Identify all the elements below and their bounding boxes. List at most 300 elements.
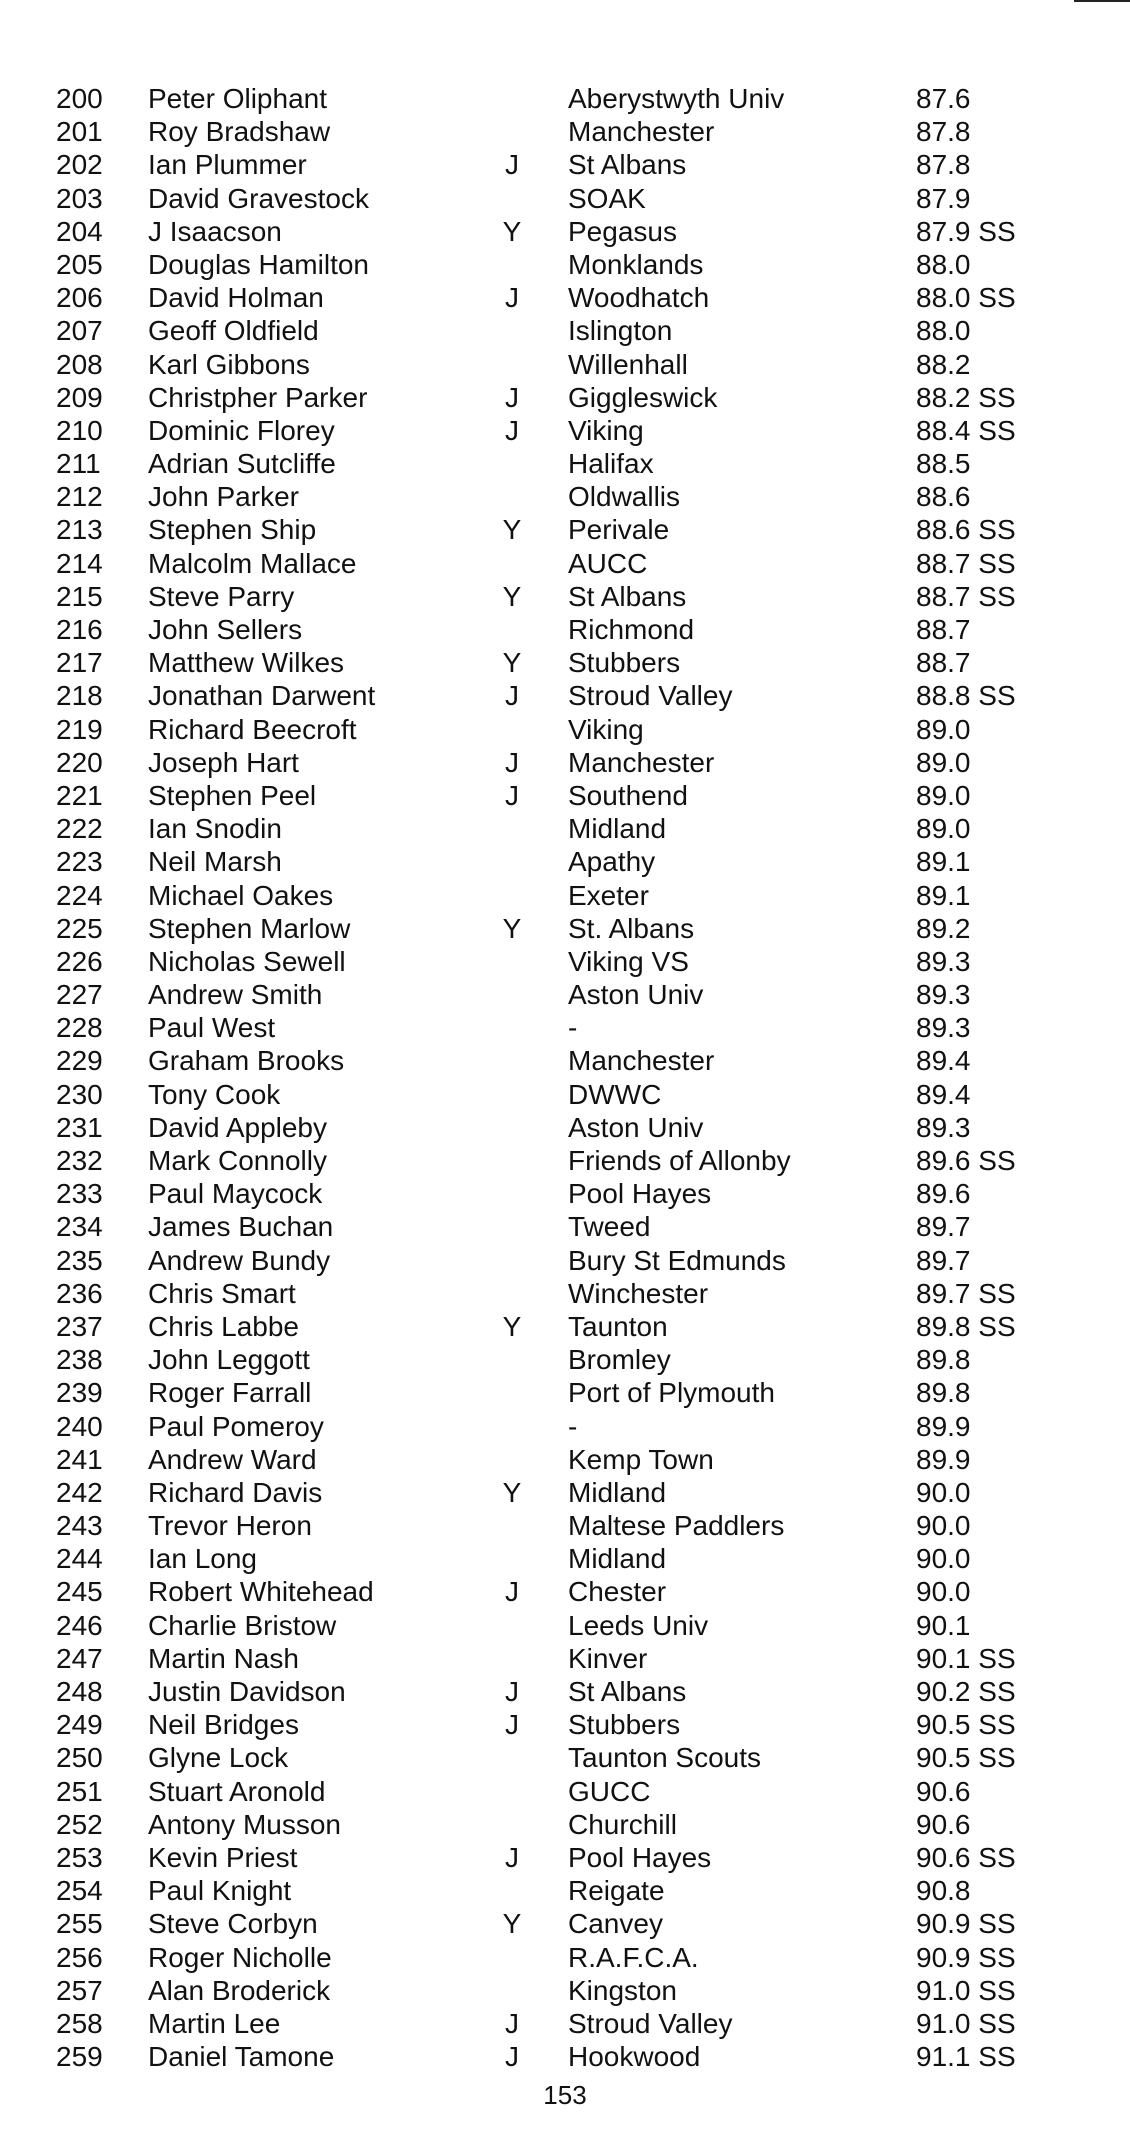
competitor-name: David Appleby <box>148 1111 328 1143</box>
competitor-name: Karl Gibbons <box>148 348 310 380</box>
competitor-name: James Buchan <box>148 1211 334 1243</box>
position-number: 258 <box>56 2007 103 2039</box>
result-time: 89.0 <box>916 746 971 778</box>
position-number: 201 <box>56 116 103 148</box>
result-row <box>56 1841 1066 1874</box>
competitor-name: Ian Plummer <box>148 149 307 181</box>
result-time: 89.4 <box>916 1078 971 1110</box>
competitor-name: Peter Oliphant <box>148 83 327 114</box>
position-number: 239 <box>56 1377 103 1409</box>
position-number: 247 <box>56 1642 103 1674</box>
club-name: St Albans <box>568 149 687 181</box>
result-row <box>56 1741 1066 1774</box>
result-time: 89.8 <box>916 1344 971 1376</box>
result-row <box>56 879 1066 912</box>
result-time: 89.0 <box>916 813 971 845</box>
competitor-name: Chris Smart <box>148 1277 296 1309</box>
result-time: 88.8 SS <box>916 680 1016 712</box>
competitor-name: Geoff Oldfield <box>148 315 319 347</box>
competitor-name: Richard Beecroft <box>148 713 357 745</box>
competitor-name: Joseph Hart <box>148 746 299 778</box>
club-name: Canvey <box>568 1908 663 1940</box>
competitor-name: Paul Pomeroy <box>148 1410 324 1442</box>
result-row <box>56 1011 1066 1044</box>
position-number: 232 <box>56 1145 103 1176</box>
result-time: 87.9 <box>916 182 971 214</box>
result-time: 89.3 <box>916 945 971 977</box>
club-name: Manchester <box>568 746 715 778</box>
result-time: 88.6 SS <box>916 514 1016 546</box>
result-row <box>56 447 1066 480</box>
club-name: Kingston <box>568 1974 677 2006</box>
result-row <box>56 115 1066 148</box>
competitor-name: Robert Whitehead <box>148 1576 374 1608</box>
club-name: Stubbers <box>568 1709 681 1741</box>
result-time: 89.7 <box>916 1211 971 1243</box>
result-row <box>56 613 1066 646</box>
age-category: J <box>505 1676 519 1707</box>
result-row <box>56 679 1066 712</box>
age-category: J <box>505 149 519 181</box>
competitor-name: Alan Broderick <box>148 1974 331 2006</box>
result-time: 87.9 SS <box>916 215 1016 247</box>
result-row <box>56 1509 1066 1542</box>
competitor-name: Ian Snodin <box>148 813 282 845</box>
club-name: Port of Plymouth <box>568 1377 775 1409</box>
position-number: 207 <box>56 315 103 347</box>
result-row <box>56 314 1066 347</box>
competitor-name: Stuart Aronold <box>148 1775 326 1807</box>
club-name: Winchester <box>568 1277 709 1309</box>
results-list <box>56 82 1066 2073</box>
competitor-name: Paul West <box>148 1012 276 1044</box>
result-row <box>56 1443 1066 1476</box>
result-time: 88.7 <box>916 614 971 645</box>
competitor-name: Andrew Bundy <box>148 1244 331 1276</box>
club-name: - <box>568 1012 578 1044</box>
position-number: 237 <box>56 1310 103 1342</box>
club-name: Tweed <box>568 1211 651 1243</box>
competitor-name: Douglas Hamilton <box>148 248 369 280</box>
result-row <box>56 148 1066 181</box>
club-name: St Albans <box>568 580 687 612</box>
position-number: 223 <box>56 846 103 878</box>
club-name: Taunton Scouts <box>568 1742 762 1774</box>
club-name: Chester <box>568 1576 667 1608</box>
competitor-name: Tony Cook <box>148 1078 281 1110</box>
competitor-name: Christpher Parker <box>148 381 368 413</box>
position-number: 255 <box>56 1908 103 1940</box>
result-time: 89.4 <box>916 1045 971 1077</box>
club-name: Churchill <box>568 1808 677 1840</box>
competitor-name: Paul Knight <box>148 1875 292 1907</box>
result-row <box>56 845 1066 878</box>
club-name: Aston Univ <box>568 1111 704 1143</box>
result-time: 87.6 <box>916 83 971 114</box>
result-time: 88.5 <box>916 448 971 480</box>
age-category: Y <box>502 1310 522 1342</box>
result-row <box>56 82 1066 115</box>
age-category: J <box>505 1576 519 1608</box>
age-category: Y <box>502 215 522 247</box>
position-number: 233 <box>56 1178 103 1210</box>
result-row <box>56 1144 1066 1177</box>
result-row <box>56 1078 1066 1111</box>
result-row <box>56 513 1066 546</box>
position-number: 236 <box>56 1277 103 1309</box>
position-number: 206 <box>56 282 103 314</box>
club-name: Bury St Edmunds <box>568 1244 786 1276</box>
competitor-name: John Leggott <box>148 1344 310 1376</box>
age-category: J <box>505 381 519 413</box>
competitor-name: John Parker <box>148 481 299 513</box>
result-time: 90.2 SS <box>916 1676 1016 1707</box>
result-time: 89.3 <box>916 979 971 1011</box>
result-row <box>56 1376 1066 1409</box>
position-number: 215 <box>56 580 103 612</box>
result-row <box>56 1244 1066 1277</box>
club-name: Viking <box>568 414 644 446</box>
result-time: 89.1 <box>916 879 971 911</box>
result-row <box>56 646 1066 679</box>
result-time: 90.0 <box>916 1510 971 1542</box>
result-time: 89.0 <box>916 713 971 745</box>
club-name: Viking <box>568 713 644 745</box>
club-name: Kinver <box>568 1642 648 1674</box>
competitor-name: David Gravestock <box>148 182 369 214</box>
result-time: 90.6 SS <box>916 1841 1016 1873</box>
club-name: Halifax <box>568 448 654 480</box>
club-name: Pegasus <box>568 215 677 247</box>
competitor-name: Roger Farrall <box>148 1377 312 1409</box>
club-name: Richmond <box>568 614 695 645</box>
club-name: - <box>568 1410 578 1442</box>
club-name: SOAK <box>568 182 646 214</box>
result-time: 90.1 <box>916 1609 971 1641</box>
position-number: 241 <box>56 1443 103 1475</box>
position-number: 210 <box>56 414 103 446</box>
position-number: 200 <box>56 83 103 114</box>
club-name: R.A.F.C.A. <box>568 1941 699 1973</box>
competitor-name: Neil Bridges <box>148 1709 299 1741</box>
result-row <box>56 1277 1066 1310</box>
club-name: Islington <box>568 315 673 347</box>
club-name: Stubbers <box>568 647 681 679</box>
age-category: Y <box>502 1476 522 1508</box>
position-number: 221 <box>56 779 103 811</box>
result-time: 88.4 SS <box>916 414 1016 446</box>
result-row <box>56 1941 1066 1974</box>
result-row <box>56 414 1066 447</box>
competitor-name: Kevin Priest <box>148 1841 298 1873</box>
position-number: 220 <box>56 746 103 778</box>
result-time: 89.8 SS <box>916 1310 1016 1342</box>
competitor-name: Steve Parry <box>148 580 295 612</box>
result-time: 90.0 <box>916 1576 971 1608</box>
position-number: 252 <box>56 1808 103 1840</box>
position-number: 225 <box>56 912 103 944</box>
result-row <box>56 281 1066 314</box>
age-category: Y <box>502 1908 522 1940</box>
position-number: 244 <box>56 1543 103 1575</box>
result-row <box>56 2040 1066 2073</box>
competitor-name: Martin Nash <box>148 1642 299 1674</box>
result-row <box>56 1111 1066 1144</box>
competitor-name: Steve Corbyn <box>148 1908 318 1940</box>
result-row <box>56 746 1066 779</box>
club-name: Midland <box>568 1476 667 1508</box>
competitor-name: Stephen Peel <box>148 779 317 811</box>
position-number: 259 <box>56 2041 103 2073</box>
position-number: 256 <box>56 1941 103 1973</box>
club-name: St Albans <box>568 1676 687 1707</box>
age-category: Y <box>502 647 522 679</box>
result-row <box>56 1310 1066 1343</box>
club-name: Aberystwyth Univ <box>568 83 785 114</box>
competitor-name: Trevor Heron <box>148 1510 312 1542</box>
competitor-name: David Holman <box>148 282 324 314</box>
result-time: 91.0 SS <box>916 1974 1016 2006</box>
age-category: J <box>505 414 519 446</box>
position-number: 202 <box>56 149 103 181</box>
competitor-name: Jonathan Darwent <box>148 680 376 712</box>
club-name: DWWC <box>568 1078 662 1110</box>
competitor-name: Graham Brooks <box>148 1045 345 1077</box>
competitor-name: Malcolm Mallace <box>148 547 357 579</box>
age-category: J <box>505 2007 519 2039</box>
result-time: 88.2 <box>916 348 971 380</box>
result-row <box>56 1775 1066 1808</box>
competitor-name: Nicholas Sewell <box>148 945 346 977</box>
result-time: 88.7 SS <box>916 547 1016 579</box>
club-name: Manchester <box>568 116 715 148</box>
competitor-name: Dominic Florey <box>148 414 335 446</box>
competitor-name: Justin Davidson <box>148 1676 346 1707</box>
result-row <box>56 1210 1066 1243</box>
age-category: J <box>505 680 519 712</box>
competitor-name: Roger Nicholle <box>148 1941 332 1973</box>
result-time: 89.6 <box>916 1178 971 1210</box>
page-number: 153 <box>543 2080 587 2110</box>
result-row <box>56 1609 1066 1642</box>
age-category: J <box>505 282 519 314</box>
position-number: 243 <box>56 1510 103 1542</box>
position-number: 212 <box>56 481 103 513</box>
result-time: 89.7 SS <box>916 1277 1016 1309</box>
position-number: 257 <box>56 1974 103 2006</box>
result-row <box>56 779 1066 812</box>
competitor-name: Roy Bradshaw <box>148 116 331 148</box>
age-category: J <box>505 1709 519 1741</box>
position-number: 235 <box>56 1244 103 1276</box>
club-name: Monklands <box>568 248 704 280</box>
club-name: Friends of Allonby <box>568 1145 791 1176</box>
result-time: 90.6 <box>916 1808 971 1840</box>
position-number: 249 <box>56 1709 103 1741</box>
age-category: J <box>505 2041 519 2073</box>
result-time: 90.9 SS <box>916 1941 1016 1973</box>
result-row <box>56 1708 1066 1741</box>
competitor-name: John Sellers <box>148 614 303 645</box>
position-number: 224 <box>56 879 103 911</box>
competitor-name: Glyne Lock <box>148 1742 289 1774</box>
competitor-name: Matthew Wilkes <box>148 647 345 679</box>
club-name: Kemp Town <box>568 1443 714 1475</box>
result-time: 87.8 <box>916 149 971 181</box>
competitor-name: Martin Lee <box>148 2007 281 2039</box>
position-number: 204 <box>56 215 103 247</box>
competitor-name: Adrian Sutcliffe <box>148 448 336 480</box>
competitor-name: Richard Davis <box>148 1476 323 1508</box>
competitor-name: Chris Labbe <box>148 1310 299 1342</box>
position-number: 205 <box>56 248 103 280</box>
club-name: Pool Hayes <box>568 1178 712 1210</box>
club-name: Hookwood <box>568 2041 701 2073</box>
result-time: 90.8 <box>916 1875 971 1907</box>
result-row <box>56 1575 1066 1608</box>
competitor-name: Daniel Tamone <box>148 2041 335 2073</box>
age-category: J <box>505 1841 519 1873</box>
result-row <box>56 1642 1066 1675</box>
position-number: 222 <box>56 813 103 845</box>
result-time: 89.6 SS <box>916 1145 1016 1176</box>
club-name: Apathy <box>568 846 656 878</box>
result-row <box>56 215 1066 248</box>
result-time: 89.1 <box>916 846 971 878</box>
club-name: Giggleswick <box>568 381 718 413</box>
position-number: 229 <box>56 1045 103 1077</box>
position-number: 231 <box>56 1111 103 1143</box>
competitor-name: Charlie Bristow <box>148 1609 337 1641</box>
corner-rule <box>1074 0 1130 2</box>
result-time: 89.0 <box>916 779 971 811</box>
position-number: 230 <box>56 1078 103 1110</box>
result-row <box>56 1874 1066 1907</box>
age-category: Y <box>502 912 522 944</box>
club-name: St. Albans <box>568 912 695 944</box>
result-row <box>56 480 1066 513</box>
result-row <box>56 182 1066 215</box>
result-time: 91.0 SS <box>916 2007 1016 2039</box>
club-name: Southend <box>568 779 688 811</box>
result-time: 90.5 SS <box>916 1709 1016 1741</box>
club-name: Midland <box>568 813 667 845</box>
position-number: 211 <box>56 448 101 480</box>
position-number: 203 <box>56 182 103 214</box>
club-name: Midland <box>568 1543 667 1575</box>
result-row <box>56 1974 1066 2007</box>
club-name: Reigate <box>568 1875 665 1907</box>
result-row <box>56 547 1066 580</box>
position-number: 219 <box>56 713 103 745</box>
result-row <box>56 2007 1066 2040</box>
club-name: Bromley <box>568 1344 671 1376</box>
result-time: 90.1 SS <box>916 1642 1016 1674</box>
result-row <box>56 978 1066 1011</box>
position-number: 209 <box>56 381 103 413</box>
club-name: Oldwallis <box>568 481 681 513</box>
result-row <box>56 912 1066 945</box>
club-name: Perivale <box>568 514 670 546</box>
result-row <box>56 248 1066 281</box>
result-time: 89.8 <box>916 1377 971 1409</box>
competitor-name: Mark Connolly <box>148 1145 327 1176</box>
result-time: 89.3 <box>916 1012 971 1044</box>
competitor-name: Michael Oakes <box>148 879 334 911</box>
position-number: 216 <box>56 614 103 645</box>
club-name: Viking VS <box>568 945 689 977</box>
result-row <box>56 1476 1066 1509</box>
club-name: Maltese Paddlers <box>568 1510 785 1542</box>
result-row <box>56 812 1066 845</box>
result-time: 88.7 <box>916 647 971 679</box>
position-number: 227 <box>56 979 103 1011</box>
competitor-name: Antony Musson <box>148 1808 341 1840</box>
result-time: 88.6 <box>916 481 971 513</box>
club-name: Stroud Valley <box>568 680 733 712</box>
competitor-name: Ian Long <box>148 1543 257 1575</box>
position-number: 254 <box>56 1875 103 1907</box>
age-category: Y <box>502 514 522 546</box>
position-number: 213 <box>56 514 103 546</box>
position-number: 251 <box>56 1775 103 1807</box>
result-time: 89.7 <box>916 1244 971 1276</box>
result-row <box>56 1907 1066 1940</box>
position-number: 214 <box>56 547 103 579</box>
age-category: J <box>505 746 519 778</box>
competitor-name: Stephen Ship <box>148 514 317 546</box>
result-time: 88.7 SS <box>916 580 1016 612</box>
result-time: 89.9 <box>916 1410 971 1442</box>
club-name: AUCC <box>568 547 648 579</box>
result-row <box>56 381 1066 414</box>
club-name: Woodhatch <box>568 282 710 314</box>
club-name: Pool Hayes <box>568 1841 712 1873</box>
result-row <box>56 1542 1066 1575</box>
club-name: Exeter <box>568 879 649 911</box>
result-row <box>56 945 1066 978</box>
result-time: 90.6 <box>916 1775 971 1807</box>
result-time: 88.0 <box>916 315 971 347</box>
position-number: 234 <box>56 1211 103 1243</box>
result-time: 91.1 SS <box>916 2041 1016 2073</box>
result-row <box>56 713 1066 746</box>
club-name: Willenhall <box>568 348 688 380</box>
result-time: 89.9 <box>916 1443 971 1475</box>
result-row <box>56 580 1066 613</box>
club-name: Stroud Valley <box>568 2007 733 2039</box>
result-time: 89.3 <box>916 1111 971 1143</box>
result-time: 88.0 SS <box>916 282 1016 314</box>
position-number: 253 <box>56 1841 103 1873</box>
result-time: 88.0 <box>916 248 971 280</box>
result-time: 90.9 SS <box>916 1908 1016 1940</box>
result-row <box>56 1343 1066 1376</box>
position-number: 217 <box>56 647 103 679</box>
age-category: Y <box>502 580 522 612</box>
competitor-name: Stephen Marlow <box>148 912 351 944</box>
club-name: Aston Univ <box>568 979 704 1011</box>
position-number: 245 <box>56 1576 103 1608</box>
position-number: 238 <box>56 1344 103 1376</box>
competitor-name: Andrew Smith <box>148 979 323 1011</box>
result-time: 89.2 <box>916 912 971 944</box>
result-row <box>56 1410 1066 1443</box>
result-time: 90.0 <box>916 1476 971 1508</box>
position-number: 228 <box>56 1012 103 1044</box>
position-number: 242 <box>56 1476 103 1508</box>
competitor-name: Andrew Ward <box>148 1443 317 1475</box>
